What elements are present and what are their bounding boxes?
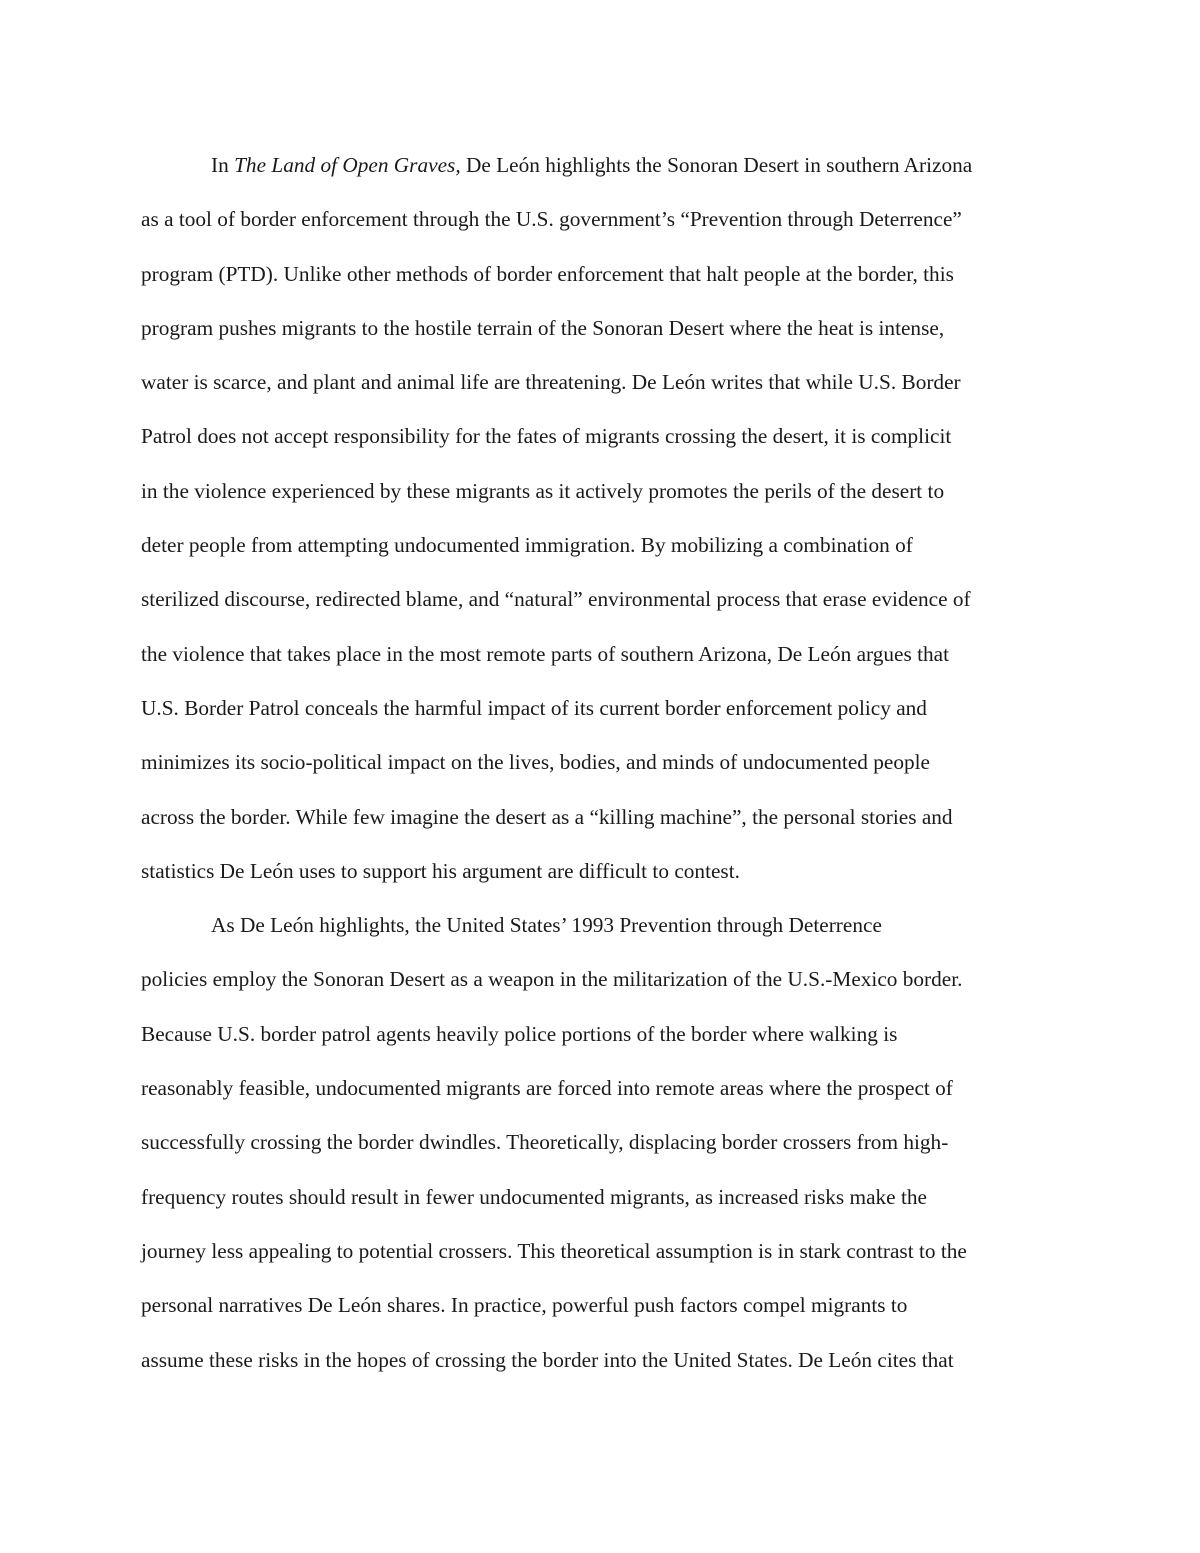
text-line: the violence that takes place in the most remote parts of southern Arizona, De León argues that bbox=[141, 641, 950, 666]
text-line: program pushes migrants to the hostile terrain of the Sonoran Desert where the heat is intense, bbox=[141, 315, 945, 340]
text-line: frequency routes should result in fewer undocumented migrants, as increased risks make the bbox=[141, 1184, 927, 1209]
text-line: in the violence experienced by these migrants as it actively promotes the perils of the desert to bbox=[141, 478, 945, 503]
text-segment: De León highlights the Sonoran Desert in southern Arizona bbox=[460, 153, 973, 177]
paragraph-1 bbox=[141, 138, 1066, 898]
text-line: U.S. Border Patrol conceals the harmful impact of its current border enforcement policy and bbox=[141, 695, 927, 720]
text-line: reasonably feasible, undocumented migrants are forced into remote areas where the prospect of bbox=[141, 1076, 953, 1101]
text-line: Because U.S. border patrol agents heavily police portions of the border where walking is bbox=[141, 1021, 898, 1046]
text-line: As De León highlights, the United States’ 1993 Prevention through Deterrence bbox=[211, 913, 882, 938]
book-title: The Land of Open Graves, bbox=[234, 153, 461, 177]
text-line: as a tool of border enforcement through the U.S. government’s “Prevention through Deterrence” bbox=[141, 207, 962, 232]
text-line: policies employ the Sonoran Desert as a weapon in the militarization of the U.S.-Mexico border. bbox=[141, 967, 963, 992]
text-line: journey less appealing to potential crossers. This theoretical assumption is in stark contrast to the bbox=[141, 1238, 967, 1263]
text-line: successfully crossing the border dwindles. Theoretically, displacing border crossers from high- bbox=[141, 1130, 949, 1155]
text-line: minimizes its socio-political impact on the lives, bodies, and minds of undocumented people bbox=[141, 750, 931, 775]
body-text bbox=[141, 138, 1066, 1387]
text-line: deter people from attempting undocumented immigration. By mobilizing a combination of bbox=[141, 533, 913, 558]
text-line: assume these risks in the hopes of crossing the border into the United States. De León cites that bbox=[141, 1347, 954, 1372]
text-segment: In bbox=[211, 153, 235, 177]
text-line: water is scarce, and plant and animal life are threatening. De León writes that while U.S. Border bbox=[141, 370, 961, 395]
text-line: sterilized discourse, redirected blame, and “natural” environmental process that erase evidence of bbox=[141, 587, 971, 612]
text-line bbox=[141, 138, 1066, 192]
text-line: statistics De León uses to support his argument are difficult to contest. bbox=[141, 858, 740, 883]
text-line: program (PTD). Unlike other methods of border enforcement that halt people at the border, this bbox=[141, 261, 954, 286]
paragraph-2 bbox=[141, 898, 1066, 1387]
text-line: across the border. While few imagine the desert as a “killing machine”, the personal stories and bbox=[141, 804, 953, 829]
text-line: Patrol does not accept responsibility for the fates of migrants crossing the desert, it is complicit bbox=[141, 424, 952, 449]
text-line: personal narratives De León shares. In practice, powerful push factors compel migrants to bbox=[141, 1293, 908, 1318]
